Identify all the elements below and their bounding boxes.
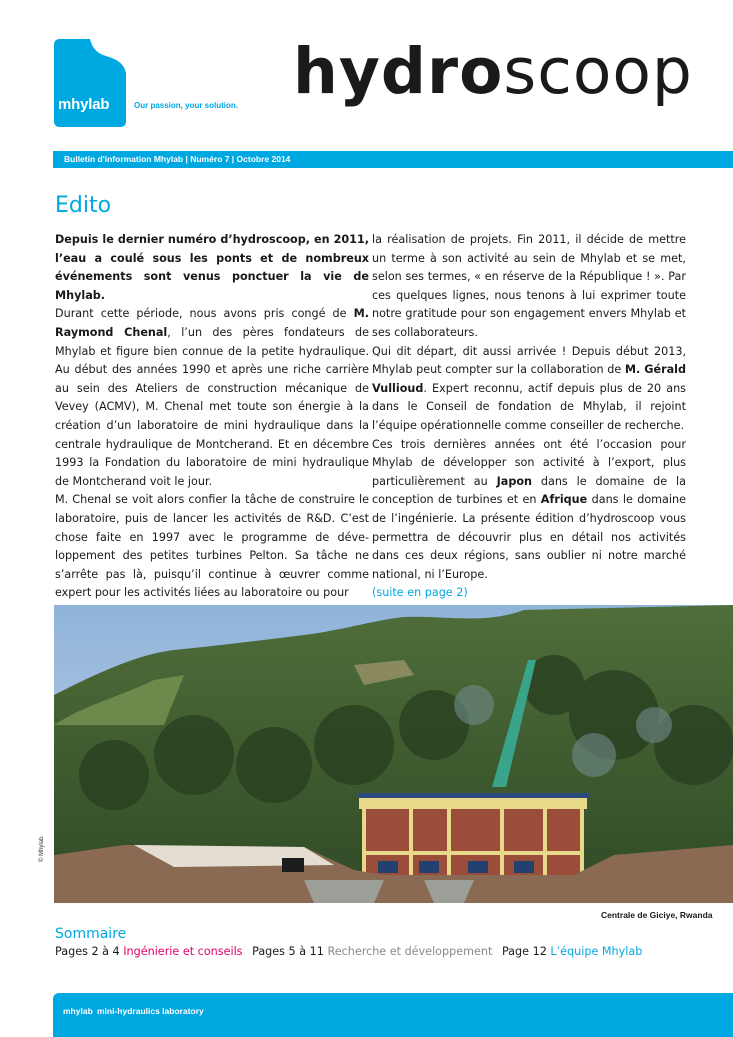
highlight-afrique: Afrique xyxy=(540,493,588,507)
summary-pages: Page 12 xyxy=(501,945,547,958)
text: . Expert reconnu, actif depuis plus de 20 ans dans le Conseil de fondation de Mhylab, il rejoint l’équipe opérationnelle comme conseiller de recherche. xyxy=(372,381,686,432)
edito-paragraph xyxy=(372,343,686,436)
text: Qui dit départ, dit aussi arrivée ! Depuis début 2013, Mhylab peut compter sur la collaboration de xyxy=(372,344,686,377)
tagline: Our passion, your solution. xyxy=(134,101,239,110)
edito-paragraph: la réalisation de projets. Fin 2011, il décide de mettre un terme à son activité au sein de Mhylab et se met, selon ses termes, « en réserve de la République ! ». Par ces quelques lignes, nous tenons à lui exprimer toute notre gratitude pour son engagement envers Mhylab et ses collaborateurs. xyxy=(372,233,686,339)
hydropower-station-photo xyxy=(54,605,733,903)
summary-link-recherche[interactable]: Recherche et développement xyxy=(327,945,493,958)
section-title: Edito xyxy=(55,193,112,218)
edito-column-right xyxy=(372,231,686,603)
mhylab-logo xyxy=(54,39,128,127)
footer-subtitle: mini-hydraulics laboratory xyxy=(97,1006,204,1016)
summary-title: Sommaire xyxy=(55,926,127,942)
text: dans le domaine de la conception de turbines et en xyxy=(372,474,686,507)
text: Durant cette période, nous avons pris congé de xyxy=(55,307,354,321)
text: Ces trois dernières années ont été l’occasion pour Mhylab de développer son activité à l’export, plus particulièrement au xyxy=(372,437,686,488)
bulletin-info: Bulletin d'information Mhylab | Numéro 7 | Octobre 2014 xyxy=(64,154,291,164)
summary-link-equipe[interactable]: L’équipe Mhylab xyxy=(550,945,643,958)
logo-text: mhylab xyxy=(58,96,110,113)
masthead-bold: hydro xyxy=(293,35,504,108)
summary-link-ingenierie[interactable]: Ingénierie et conseils xyxy=(123,945,243,958)
text: , l’un des pères fondateurs de Mhylab et figure bien connue de la petite hydraulique. Au début des années 1990 et après une riche carrière au sein des Ateliers de construction mécanique de Vevey (ACMV), M. Chenal met toute son énergie à la création d’un laboratoire de mini hydraulique dans la centrale hydraulique de Montcherand. Et en décembre 1993 la Fondation du laboratoire de mini hydraulique de Montcherand voit le jour. xyxy=(55,325,370,488)
edito-paragraph xyxy=(372,436,686,585)
summary-list xyxy=(55,945,642,958)
summary-pages: Pages 2 à 4 xyxy=(55,945,120,958)
summary-pages: Pages 5 à 11 xyxy=(252,945,324,958)
edito-paragraph xyxy=(55,305,369,491)
text: dans le domaine de l’ingénierie. La présente édition d’hydroscoop vous permettra de découvrir plus en détail nos activités dans ces deux régions, sans oublier ni notre marché national, ni l’Europe. xyxy=(372,493,686,581)
masthead-title xyxy=(293,35,693,108)
highlight-japon: Japon xyxy=(496,474,532,488)
continued-link[interactable]: (suite en page 2) xyxy=(372,586,468,600)
photo-credit: © Mhylab xyxy=(39,836,45,862)
edito-lead: Depuis le dernier numéro d’hydroscoop, en 2011, l’eau a coulé sous les ponts et de nombreux événements sont venus ponctuer la vie de Mhylab. xyxy=(55,233,369,302)
photo-caption: Centrale de Giciye, Rwanda xyxy=(601,910,713,920)
edito-paragraph: M. Chenal se voit alors confier la tâche de construire le laboratoire, puis de lancer les activités de R&D. C’est chose faite en 1997 avec le programme de développement des petites turbines Pelton. Sa tâche ne s’arrête pas là, puisqu’il continue à œuvrer comme expert pour les activités liées au laboratoire ou pour xyxy=(55,493,369,600)
person-name: M. Raymond Chenal xyxy=(55,307,369,339)
footer-brand: mhylab xyxy=(63,1006,93,1016)
person-name: M. Gérald Vullioud xyxy=(372,363,686,395)
masthead-light: scoop xyxy=(503,35,693,108)
edito-column-left xyxy=(55,231,369,603)
